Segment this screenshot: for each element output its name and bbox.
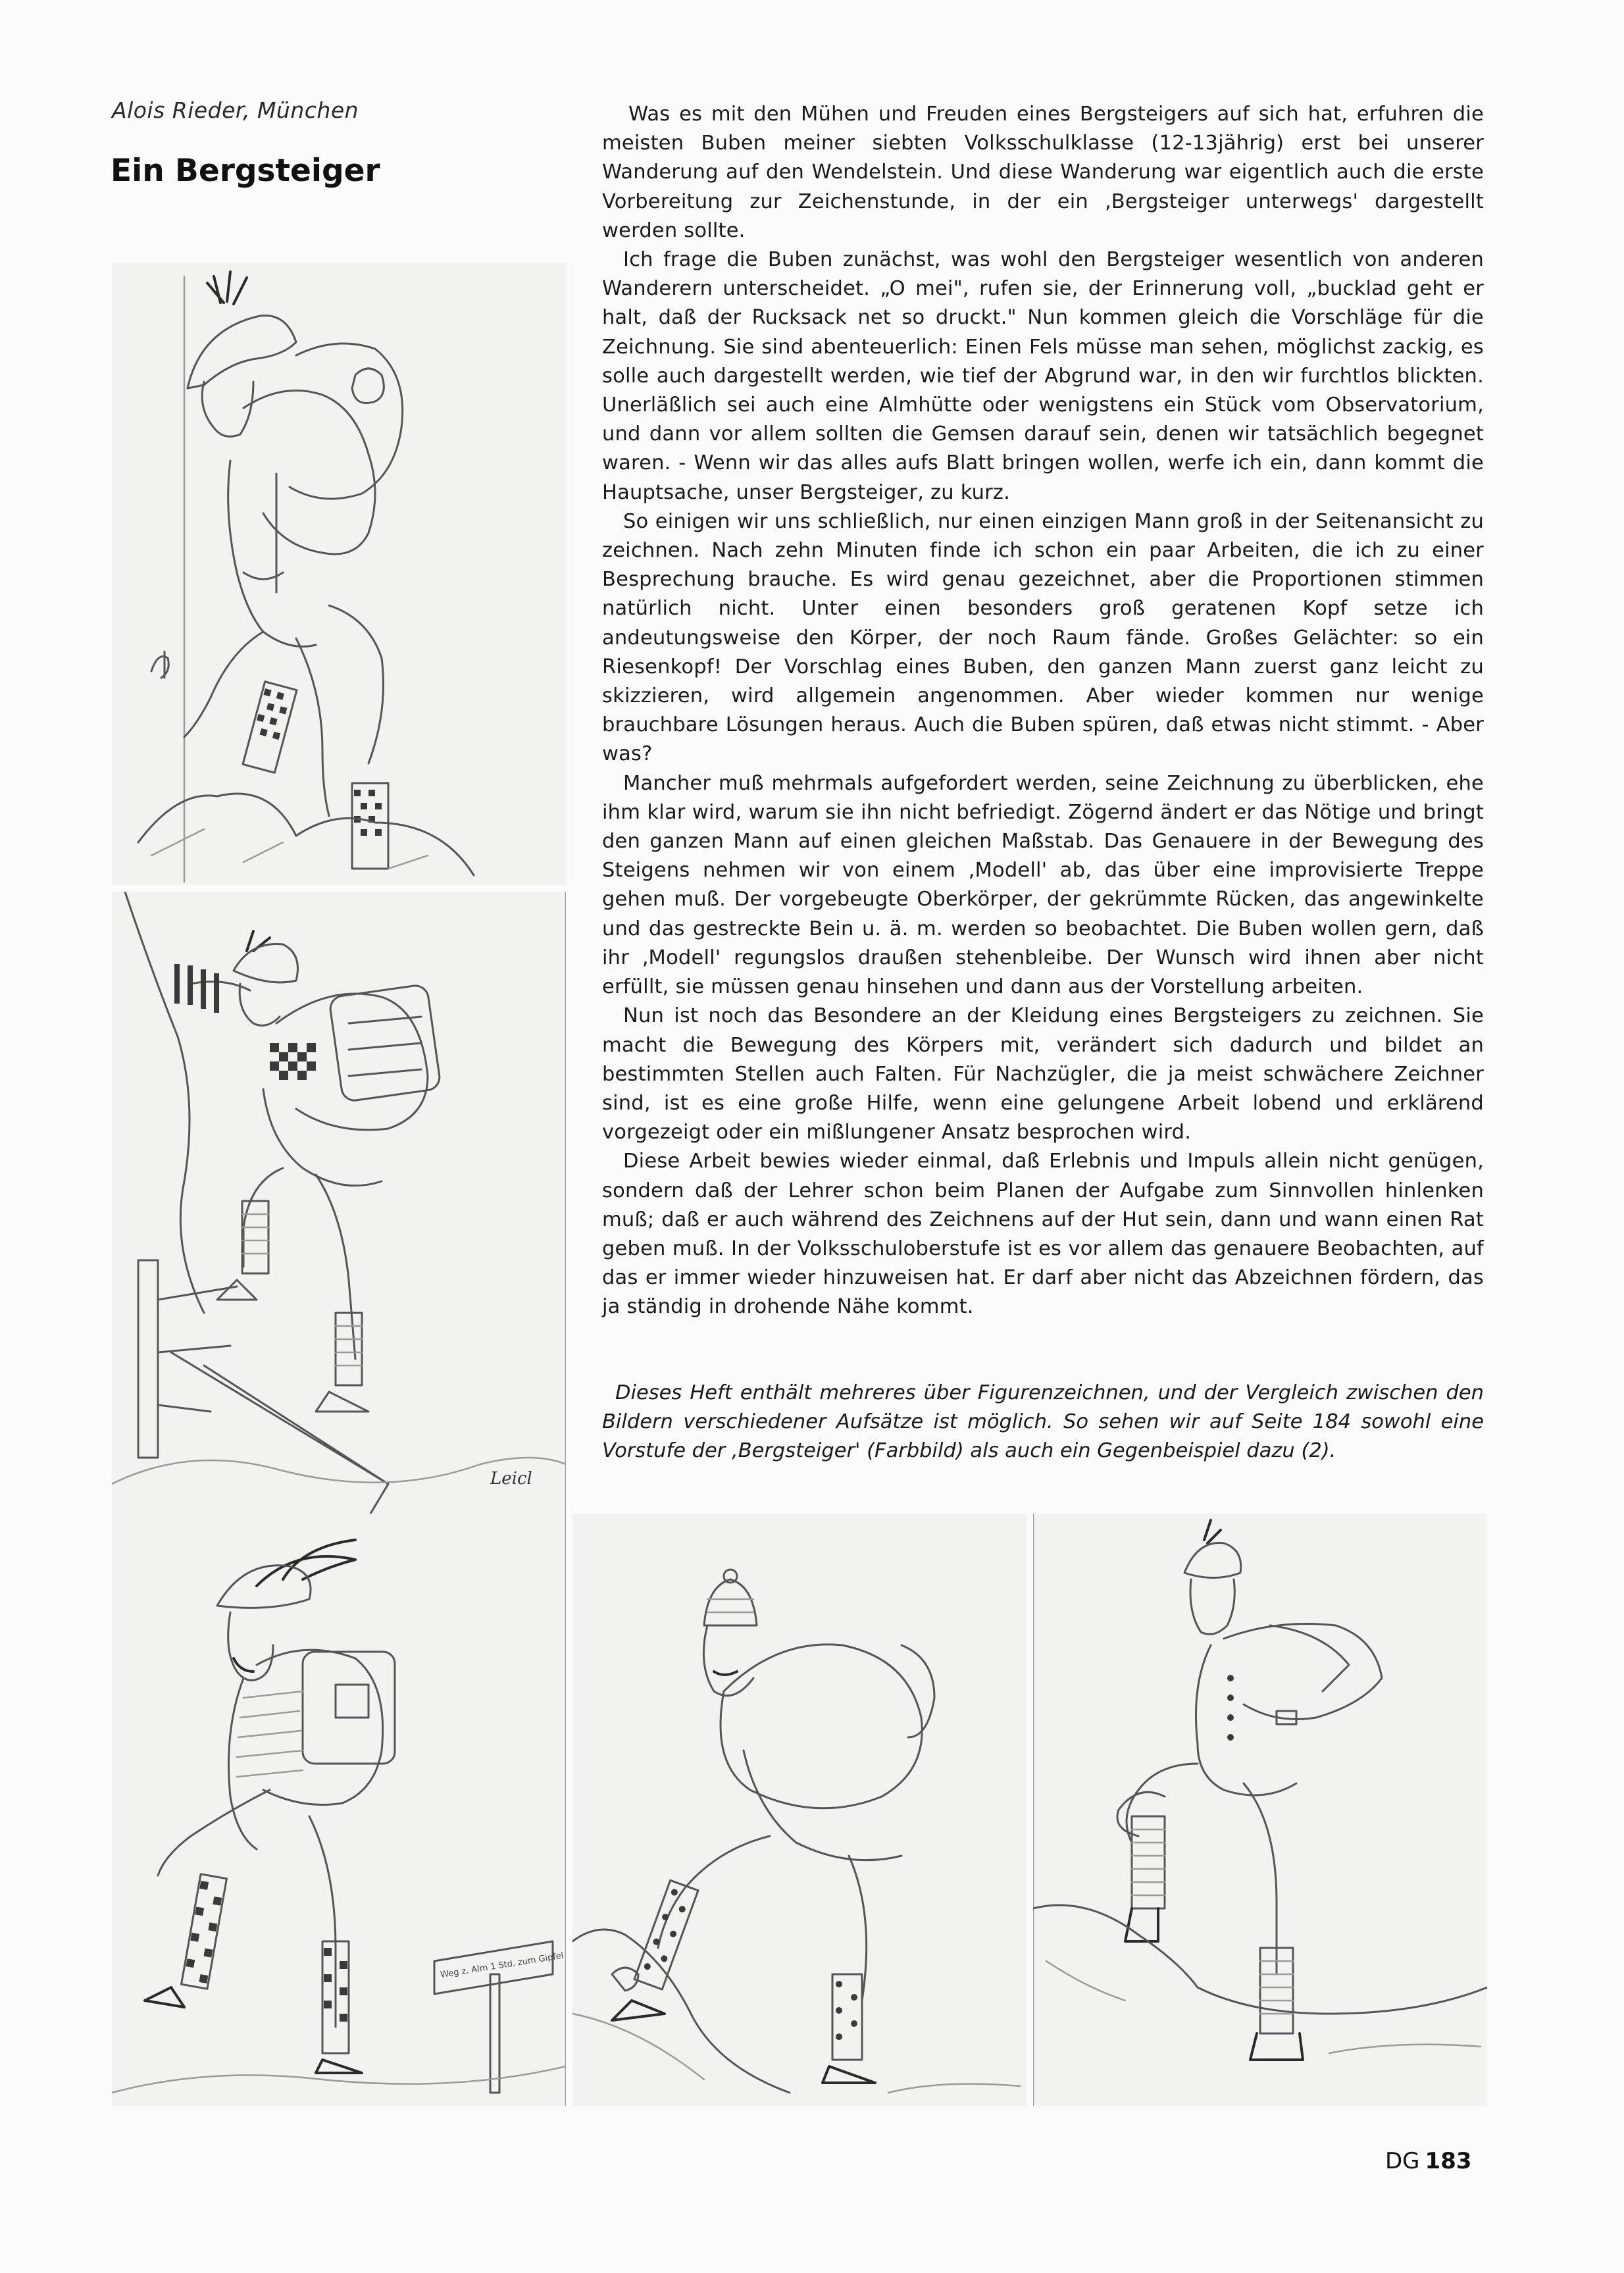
- drawing-hiker-4: [572, 1514, 1027, 2106]
- drawing-hiker-2-svg: [112, 892, 566, 1517]
- paragraph: Ich frage die Buben zunächst, was wohl den Bergsteiger wesentlich von anderen Wanderern unterscheidet. „O mei", rufen sie, der Erinnerung voll, „bucklad geht er halt, daß der Rucksack net so druckt." Nun kommen gleich die Vorschläge für die Zeichnung. Sie sind abenteuerlich: Einen Fels müsse man sehen, möglichst zackig, es solle auch dargestellt werden, wie tief der Abgrund war, in den wir furchtlos blickten. Unerläßlich sei auch eine Almhütte oder wenigstens ein Stück vom Observatorium, und dann vor allem sollten die Gemsen darauf sein, denen wir tatsächlich begegnet waren. - Wenn wir das alles aufs Blatt bringen wollen, werfe ich ein, dann kommt die Hauptsache, unser Bergsteiger, zu kurz.: [602, 248, 1484, 504]
- article-title: Ein Bergsteiger: [111, 153, 380, 189]
- page-footer: [1385, 2148, 1472, 2174]
- artist-signature: Leicl: [490, 1469, 532, 1489]
- journal-abbrev: DG: [1385, 2148, 1420, 2174]
- drawing-hiker-2: [112, 892, 566, 1517]
- paragraph: Nun ist noch das Besondere an der Kleidung eines Bergsteigers zu zeichnen. Sie macht die Bewegung des Körpers mit, verändert sich dadurch und bildet an bestimmten Stellen auch Falten. Für Nachzügler, die ja meist schwächere Zeichner sind, ist es eine große Hilfe, wenn eine gelungene Arbeit lobend und erklärend vorgezeigt oder ein mißlungener Ansatz besprochen wird.: [602, 1004, 1484, 1144]
- drawing-hiker-4-svg: [572, 1514, 1027, 2106]
- article-body: [602, 100, 1484, 1322]
- drawing-hiker-3: [112, 1514, 566, 2106]
- paragraph: So einigen wir uns schließlich, nur einen einzigen Mann groß in der Seitenansicht zu zeichnen. Nach zehn Minuten finde ich schon ein paar Arbeiten, die ich zu einer Besprechung brauche. Es wird genau gezeichnet, aber die Proportionen stimmen natürlich nicht. Unter einen besonders groß geratenen Kopf setze ich andeutungsweise den Körper, der noch Raum fände. Großes Gelächter: so ein Riesenkopf! Der Vorschlag eines Buben, den ganzen Mann zuerst ganz leicht zu skizzieren, wird allgemein angenommen. Aber wieder kommen nur wenige brauchbare Lösungen heraus. Auch die Buben spüren, daß etwas nicht stimmt. - Aber was?: [602, 509, 1484, 766]
- author-line: Alois Rieder, München: [112, 97, 359, 123]
- drawing-hiker-1: [112, 263, 566, 885]
- drawing-hiker-3-svg: [112, 1514, 566, 2106]
- paragraph: Mancher muß mehrmals aufgefordert werden, seine Zeichnung zu überblicken, ehe ihm klar wird, warum sie ihn nicht befriedigt. Zögernd ändert er das Nötige und bringt den ganzen Mann auf einen gleichen Maßstab. Das Genauere in der Bewegung des Steigens nehmen wir von einem ‚Modell' ab, das über eine improvisierte Treppe gehen muß. Der vorgebeugte Oberkörper, der gekrümmte Rücken, das angewinkelte und das gestreckte Bein u. ä. m. werden so beobachtet. Die Buben wollen gern, daß ihr ‚Modell' regungslos draußen stehenbleibe. Der Wunsch wird ihnen aber nicht erfüllt, sie müssen genau hinsehen und dann aus der Vorstellung arbeiten.: [602, 771, 1484, 999]
- paragraph: Diese Arbeit bewies wieder einmal, daß Erlebnis und Impuls allein nicht genügen, sondern daß der Lehrer schon beim Planen der Aufgabe zum Sinnvollen hinlenken muß; daß er auch während des Zeichnens auf der Hut sein, dann und wann einen Rat geben muß. In der Volksschuloberstufe ist es vor allem das genauere Beobachten, auf das er immer wieder hinzuweisen hat. Er darf aber nicht das Abzeichnen fördern, das ja ständig in drohende Nähe kommt.: [602, 1150, 1484, 1319]
- editorial-note: Dieses Heft enthält mehreres über Figurenzeichnen, und der Vergleich zwischen den Bildern verschiedener Aufsätze ist möglich. So sehen wir auf Seite 184 sowohl eine Vorstufe der ‚Bergsteiger' (Farbbild) als auch ein Gegenbeispiel dazu (2).: [602, 1381, 1484, 1463]
- drawing-hiker-5: [1033, 1514, 1487, 2106]
- paragraph: Was es mit den Mühen und Freuden eines Bergsteigers auf sich hat, erfuhren die meisten Buben meiner siebten Volksschulklasse (12-13jährig) erst bei unserer Wanderung auf den Wendelstein. Und diese Wanderung war eigentlich auch die erste Vorbereitung zur Zeichenstunde, in der ein ‚Bergsteiger unterwegs' dargestellt werden sollte.: [602, 103, 1484, 242]
- page-number: 183: [1425, 2148, 1472, 2174]
- drawing-hiker-5-svg: [1033, 1514, 1487, 2106]
- signpost-text: Weg z. Alm 1 Std. zum Gipfel: [440, 1951, 565, 1980]
- drawing-hiker-1-svg: [112, 263, 566, 885]
